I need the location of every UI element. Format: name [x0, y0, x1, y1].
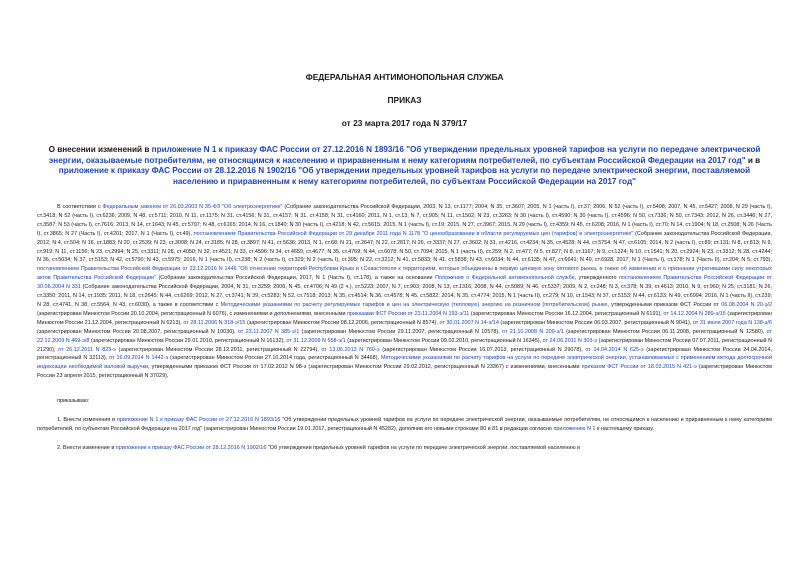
- title-link-appendix-1[interactable]: приложение N 1 к приказу ФАС России от 27.12.2016 N 1893/16 "Об утверждении предельных уровней тарифов на услуги по передаче электрической энергии, оказываемые потребителям, не относящимся к населению и приравненным к нему категориям потребителей, по субъектам Российской Федерации на 2017 год": [48, 145, 761, 165]
- link-order-14-e14[interactable]: от 30.01.2007 N 14-э/14: [439, 319, 499, 326]
- link-order-558-e1[interactable]: от 31.12.2009 N 558-э/1: [286, 337, 346, 344]
- agency-name: ФЕДЕРАЛЬНАЯ АНТИМОНОПОЛЬНАЯ СЛУЖБА: [305, 72, 504, 82]
- document-title: [37, 145, 772, 187]
- link-order-760-e[interactable]: от 13.06.2013 N 760-э: [321, 346, 380, 353]
- preamble-text: (Собрание законодательства Российской Федерации, 2012, N 4, ст.504; N 16, ст.1883; N 20, ст.2539; N 23, ст.3008; N 24, ст.3185; N 28, ст.3897; N 41, ст.5636; 2013, N 1, ст.68; N 21, ст.2647; N 22, ст.2817; N 26, ст.3337; N 27, ст.3602; N 31, ст.4216, ст.4234; N 35, ст.4528; N 44, ст.5754; N 47, ст.6105; 2014, N 2 (часть I), ст.89; ст.131; N 8, ст.813; N 9, ст.919; N 11, ст.1156; N 23, ст.2994; N 25, ст.3311; N 28, ст.4050; N 32, ст.4521; N 33, ст.4596; N 34, ст.4659, ст.4677; N 35, ст.4769; N 44, ст.6078; N 50, ст.7094; 2015, N 1 (часть II), ст.259; N 2, ст.477; N 5, ст.827; N 8, ст.1167; N 9, ст.1324; N 10, ст.1541; N 20, ст.2924; N 23, ст.3312; N 28, ст.4244; N 36, ст.5034; N 37, ст.5153; N 42, ст.5790; N 43, ст.5975; 2016, N 1 (часть II), ст.238; N 2 (часть I), ст.329; N 2 (часть I), ст.395; N 22, ст.3212; N 41, ст.5833; N 41, ст.5838; N 43, ст.6034; N 44, ст.6135; N 47, ст.6641; N 49, ст.6928, 2017, N 1 (Часть I), ст.178; N 1 (Часть II), ст.204; N 5, ст.793),: [37, 230, 773, 264]
- preamble-text: (зарегистрирован Минюстом России 06.11.2008, регистрационный N 12580),: [563, 328, 767, 335]
- preamble-text: (зарегистрирован Минюстом России 24.04.2014, регистрационный N 32113),: [37, 346, 772, 362]
- document-body: [37, 203, 772, 453]
- preamble-text: (зарегистрирован Минюстом России 20.08.2007, регистрационный N 10030),: [37, 328, 238, 335]
- document-date: от 23 марта 2017 года N 379/17: [341, 118, 468, 128]
- link-order-209-e1[interactable]: от 21.10.2008 N 209-э/1: [502, 328, 564, 335]
- clause-text: к настоящему приказу.: [595, 425, 655, 432]
- preamble-text: (зарегистрирован Минюстом России 16.07.2013, регистрационный N 29078),: [379, 346, 586, 353]
- link-order-469-e8[interactable]: от 22.12.2009 N 469-э/8: [37, 328, 772, 344]
- link-order-1893-16[interactable]: приложение N 1 к приказу ФАС России от 27.12.2016 N 1893/16: [116, 417, 281, 424]
- link-order-193-e11[interactable]: приказами ФСТ России от 23.11.2004 N 193-э/11: [347, 310, 470, 317]
- document-kind: ПРИКАЗ: [387, 95, 422, 105]
- ordered-statement: приказываю:: [57, 398, 90, 405]
- preamble-text: , утвержденными приказом ФСТ России от: [607, 301, 722, 308]
- link-fas-regulation[interactable]: Положения о Федеральной антимонопольной службе: [435, 275, 575, 282]
- link-resolution-1446[interactable]: постановлением Правительства Российской Федерации от 23.12.2016 N 1446 "Об отнесении территорий Республики Крым и г.Севастополя к территориям, которые объединены в первую ценовую зону оптового рынка, а также об изменении и о признании утратившими силу некоторых актов Правительства Российской Федерации": [37, 266, 772, 282]
- preamble-text: (зарегистрирован Минюстом России 08.12.2006, регистрационный N 8574),: [245, 319, 440, 326]
- preamble-text: (Собрание законодательства Российской Федерации, 2004, N 31, ст.3259; 2006, N 45, ст.4706; N 49 (2 ч.), ст.5223; 2007, N 7, ст.903; 2008, N 13, ст.1316; 2008, N 44, ст.5089; N 46, ст.5337; 2009, N 2, ст.248; N 3, ст.378; N 39, ст.4613; 2010, N 9, ст.960; N 25, ст.3181; N 26, ст.3350; 2011, N 14, ст.1935; 2011, N 18, ст.2645; N 44, ст.6269; 2012, N 27, ст.3741; N 39, ст.5283; N 52, ст.7518; 2013, N 35, ст.4514; N 36, ст.4578; N 45, ст.5822; 2014, N 35, ст.4774; 2015, N 1 (часть II), ст.279; N 10, ст.1543; N 37, ст.5153; N 44, ст.6133; N 49, ст.6994; 2016, N 1 (часть II), ст.239; N 28, ст.4741, N 38, ст.5564, N 43, ст.6030), а также в соответствии с: [37, 284, 772, 308]
- preamble-text: (зарегистрирован Минюстом России 23 апреля 2015, регистрационный N 37029),: [37, 364, 773, 380]
- preamble-text: (зарегистрирован Минюстом России 06.03.2007, регистрационный N 9041),: [498, 319, 693, 326]
- clause-text: 1. Внести изменения в: [57, 417, 117, 424]
- link-order-289-e15[interactable]: от 14.12.2004 N 289-э/15: [663, 310, 726, 317]
- link-order-421-e[interactable]: приказом ФСТ России от 18.03.2015 N 421-э: [581, 364, 697, 371]
- preamble-text: (Собрание законодательства Российской Федерации, 2017, N 1 (Часть I), ст.178), а также на основании: [155, 275, 436, 282]
- clause-1: [37, 416, 772, 434]
- preamble-text: (зарегистрирован Минюстом России 09.02.2010, регистрационный N 16345),: [345, 337, 543, 344]
- preamble-text: (зарегистрирован Минюстом России 29.01.2010, регистрационный N 16132),: [89, 337, 287, 344]
- link-resolution-331[interactable]: постановлением Правительства Российской Федерации от 30.06.2004 N 331: [37, 275, 772, 291]
- clause-text: "Об утверждении предельных уровней тарифов на услуги по передаче электрической энергии, оказываемые потребителям, не относящимся к населению и приравненным к нему категориям потребителей, по субъектам Российской Федерации на 2017 год" (зарегистрирован Минюстом России 19.01.2017, регистрационный N 45282), дополнив его новыми строками 80 и 81 в редакции согласно: [37, 417, 773, 432]
- clause-text: "Об утверждении предельных уровней тарифов на услуги по передаче электрической энергии, поставляемой населению и: [266, 444, 581, 451]
- preamble-text: , утвержденного: [574, 275, 619, 282]
- link-order-303-e[interactable]: от 24.06.2011 N 303-э: [542, 337, 598, 344]
- link-order-138-e6[interactable]: от 31 июля 2007 года N 138-э/6: [692, 319, 772, 326]
- link-order-625-e[interactable]: от 14.04.2014 N 625-э: [585, 346, 644, 353]
- link-resolution-1178[interactable]: постановлением Правительства Российской Федерации от 29 декабря 2011 года N 1178 "О ценообразовании в области регулируемых цен (тарифов) в электроэнергетике": [193, 230, 634, 237]
- link-order-385-e1[interactable]: от 23.11.2007 N 385-э/1: [237, 328, 300, 335]
- link-order-1902-16[interactable]: приложение к приказу ФАС России от 28.12.2016 N 1902/16: [115, 444, 267, 451]
- preamble-text: (зарегистрирован Минюстом России 28.12.2011, регистрационный N 22794),: [115, 346, 322, 353]
- preamble-text: (зарегистрирован Минюстом России 16.12.2004, регистрационный N 6191),: [469, 310, 664, 317]
- clause-text: 2. Внести изменение в: [57, 444, 116, 451]
- title-link-appendix-2[interactable]: приложение к приказу ФАС России от 28.12.2016 N 1902/16 "Об утверждении предельных уровней тарифов на услуги по передаче электрической энергии, поставляемой населению и приравненным к нему категориям потребителей, по субъектам Российской Федерации на 2017 год": [58, 166, 751, 186]
- link-order-318-e15[interactable]: от 28.11.2006 N 318-э/15: [183, 319, 246, 326]
- link-order-20-e2[interactable]: 06.08.2004 N 20-э/2: [721, 301, 773, 308]
- preamble-text: (Собрание законодательства Российской Федерации, 2003, N 13, ст.1177; 2004, N 35, ст.3607; 2005, N 1 (часть I), ст.37; 2006, N 52 (часть I), ст.5498; 2007, N 45, ст.5427; 2008, N 29 (часть I), ст.3418; N 52 (часть I), ст.6236; 2009, N 48, ст.5711; 2010, N 11, ст.1175; N 31, ст.4156; N 31, ст.4157; N 31, ст.4158; N 31, ст.4160; 2011, N 1, ст.13; N 7, ст.905; N 11, ст.1502; N 23, ст.3263; N 30 (часть I), ст.4590; N 30 (часть I), ст.4596; N 50, ст.7336; N 50, ст.7343; 2012, N 26, ст.3446; N 27, ст.3587; N 53 (часть I), ст.7616; 2013, N 14, ст.1643; N 45, ст.5797; N 48, ст.6165; 2014, N 16, ст.1840; N 30 (часть I), ст.4218; N 42, ст.5615; 2015, N 1 (часть I), ст.19; 2015, N 27, ст.3967; 2015, N 29 (часть I), ст.4359; N 45, ст.6208; 2016, N 1 (часть I), ст.70; N 14, ст.1904; N 18, ст.2508; N 26 (Часть I), ст.3865; N 27 (Часть I), ст.4201; 2017, N 1 (Часть I), ст.49),: [37, 204, 773, 237]
- preamble-text: (зарегистрирован Минюстом России 20.10.2004, регистрационный N 6076), с изменениями и дополнениями, внесенными: [37, 310, 348, 317]
- title-text-2: и в: [745, 155, 761, 165]
- preamble-paragraph: [37, 203, 772, 381]
- preamble-text: (зарегистрирован Минюстом России 27.10.2014 года, регистрационный N 34468),: [168, 355, 381, 362]
- preamble-text: , утвержденными приказом ФСТ России от 17.02.2012 N 98-э (зарегистрирован Минюстом России 29.02.2012, регистрационный N 23367) с изменениями, внесенными: [148, 364, 582, 371]
- link-order-823-e[interactable]: от 26.12.2011 N 823-э: [58, 346, 116, 353]
- title-text-1: О внесении изменений в: [48, 145, 152, 154]
- preamble-text: (зарегистрирован Минюстом России 29.11.2007, регистрационный N 10578),: [299, 328, 503, 335]
- link-order-1442-e[interactable]: от 16.09.2014 N 1442-э: [109, 355, 169, 362]
- preamble-text: В соответствии с: [57, 204, 103, 210]
- link-appendix-1[interactable]: приложению N 1: [553, 425, 596, 432]
- preamble-text: (зарегистрирован Минюстом России 21.12.2004, регистрационный N 6213),: [37, 310, 772, 326]
- link-tariff-guidelines[interactable]: Методическими указаниями по расчету тарифов на услуги по передаче электрической энергии, устанавливаемых с применением метода долгосрочной индексации необходимой валовой выручки: [37, 355, 772, 371]
- link-federal-law[interactable]: Федеральным законом от 26.03.2003 N 35-ФЗ "Об электроэнергетике": [102, 204, 283, 210]
- preamble-text: (зарегистрирован Минюстом России 07.07.2011, регистрационный N 21290),: [37, 337, 773, 353]
- link-methodical-guidelines[interactable]: Методическими указаниями по расчету регулируемых тарифов и цен на электрическую (тепловую) энергию на розничном (потребительском) рынке: [220, 301, 608, 308]
- clause-2: [37, 444, 772, 453]
